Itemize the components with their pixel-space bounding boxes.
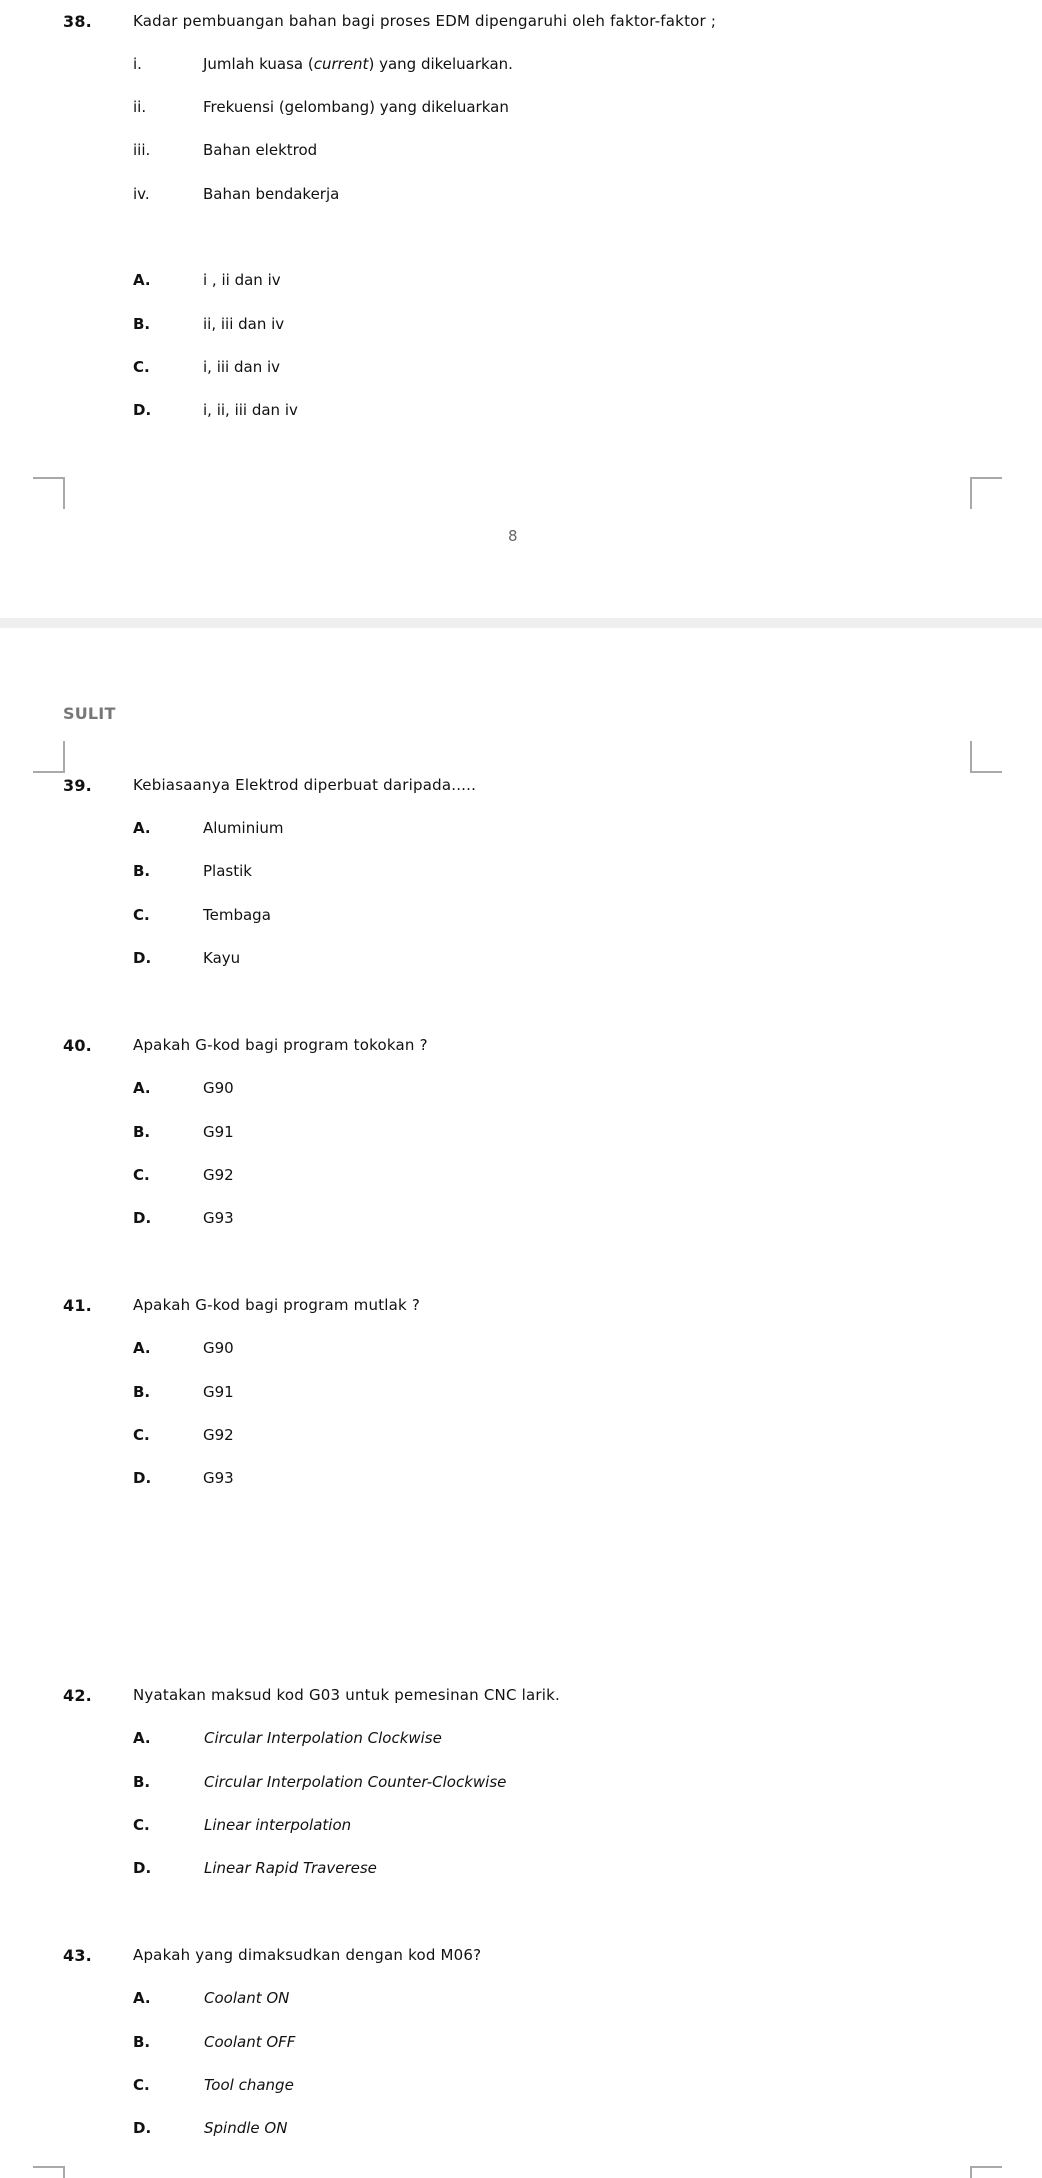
option-a-label: A. <box>133 1729 151 1747</box>
option-b-label: B. <box>133 1123 151 1141</box>
option-d-text: G93 <box>203 1469 234 1487</box>
option-a-text: i , ii dan iv <box>203 271 281 289</box>
option-d-label: D. <box>133 401 152 419</box>
option-a-text: Aluminium <box>203 819 284 837</box>
option-d-label: D. <box>133 1209 152 1227</box>
page-corner-mark-top-right <box>970 741 1002 773</box>
option-a-label: A. <box>133 1989 151 2007</box>
sulit-header: SULIT <box>63 704 116 723</box>
document-page-2 <box>0 628 1042 2178</box>
option-a-label: A. <box>133 271 151 289</box>
option-a-text: G90 <box>203 1339 234 1357</box>
roman-item-text-italic: current <box>313 55 369 73</box>
option-b-text: Plastik <box>203 862 252 880</box>
option-d-text: G93 <box>203 1209 234 1227</box>
roman-item-text: Bahan elektrod <box>203 141 318 159</box>
roman-item-text: Bahan bendakerja <box>203 185 340 203</box>
question-39-number: 39. <box>63 776 92 795</box>
question-43-text: Apakah yang dimaksudkan dengan kod M06? <box>133 1946 482 1964</box>
option-c-text: Linear interpolation <box>204 1816 352 1834</box>
option-c-label: C. <box>133 1816 150 1834</box>
page-corner-mark-top-right <box>970 477 1002 509</box>
option-d-label: D. <box>133 949 152 967</box>
page-number: 8 <box>508 527 518 545</box>
option-c-text: G92 <box>203 1426 234 1444</box>
question-40-number: 40. <box>63 1036 92 1055</box>
question-42-text: Nyatakan maksud kod G03 untuk pemesinan CNC larik. <box>133 1686 560 1704</box>
option-c-text: G92 <box>203 1166 234 1184</box>
option-a-text: Circular Interpolation Clockwise <box>204 1729 442 1747</box>
option-c-text: i, iii dan iv <box>203 358 281 376</box>
option-c-label: C. <box>133 1166 150 1184</box>
option-c-label: C. <box>133 1426 150 1444</box>
option-a-text: G90 <box>203 1079 234 1097</box>
question-40-text: Apakah G-kod bagi program tokokan ? <box>133 1036 428 1054</box>
roman-item-text-prefix: Jumlah kuasa ( <box>203 55 314 73</box>
option-d-label: D. <box>133 1859 152 1877</box>
option-b-text: G91 <box>203 1123 234 1141</box>
roman-item-label: i. <box>133 55 142 73</box>
option-b-text: Coolant OFF <box>204 2033 296 2051</box>
option-d-text: i, ii, iii dan iv <box>203 401 298 419</box>
option-a-text: Coolant ON <box>204 1989 290 2007</box>
option-d-text: Spindle ON <box>204 2119 288 2137</box>
option-b-label: B. <box>133 2033 151 2051</box>
option-b-text: ii, iii dan iv <box>203 315 285 333</box>
question-43-number: 43. <box>63 1946 92 1965</box>
page-corner-mark-top-left <box>33 477 65 509</box>
question-41-number: 41. <box>63 1296 92 1315</box>
option-c-label: C. <box>133 906 150 924</box>
option-c-text: Tembaga <box>203 906 271 924</box>
option-b-label: B. <box>133 315 151 333</box>
roman-item-text-suffix: ) yang dikeluarkan. <box>368 55 513 73</box>
question-39-text: Kebiasaanya Elektrod diperbuat daripada..... <box>133 776 477 794</box>
question-41-text: Apakah G-kod bagi program mutlak ? <box>133 1296 421 1314</box>
question-38-text: Kadar pembuangan bahan bagi proses EDM dipengaruhi oleh faktor-faktor ; <box>133 12 717 30</box>
option-c-label: C. <box>133 2076 150 2094</box>
page-separator <box>0 618 1042 628</box>
page-corner-mark-bottom-right <box>970 2166 1002 2178</box>
page-corner-mark-top-left <box>33 741 65 773</box>
option-d-text: Kayu <box>203 949 241 967</box>
document-page-1 <box>0 0 1042 618</box>
roman-item-label: iii. <box>133 141 151 159</box>
option-a-label: A. <box>133 819 151 837</box>
option-b-label: B. <box>133 1773 151 1791</box>
option-b-text: Circular Interpolation Counter-Clockwise <box>204 1773 507 1791</box>
question-42-number: 42. <box>63 1686 92 1705</box>
option-c-label: C. <box>133 358 150 376</box>
page-corner-mark-bottom-left <box>33 2166 65 2178</box>
roman-item-text <box>203 55 513 73</box>
option-c-text: Tool change <box>204 2076 294 2094</box>
option-b-text: G91 <box>203 1383 234 1401</box>
roman-item-label: ii. <box>133 98 147 116</box>
option-a-label: A. <box>133 1339 151 1357</box>
option-d-text: Linear Rapid Traverese <box>204 1859 377 1877</box>
option-d-label: D. <box>133 2119 152 2137</box>
option-d-label: D. <box>133 1469 152 1487</box>
question-38-number: 38. <box>63 12 92 31</box>
option-b-label: B. <box>133 862 151 880</box>
option-b-label: B. <box>133 1383 151 1401</box>
roman-item-text: Frekuensi (gelombang) yang dikeluarkan <box>203 98 509 116</box>
roman-item-label: iv. <box>133 185 150 203</box>
option-a-label: A. <box>133 1079 151 1097</box>
